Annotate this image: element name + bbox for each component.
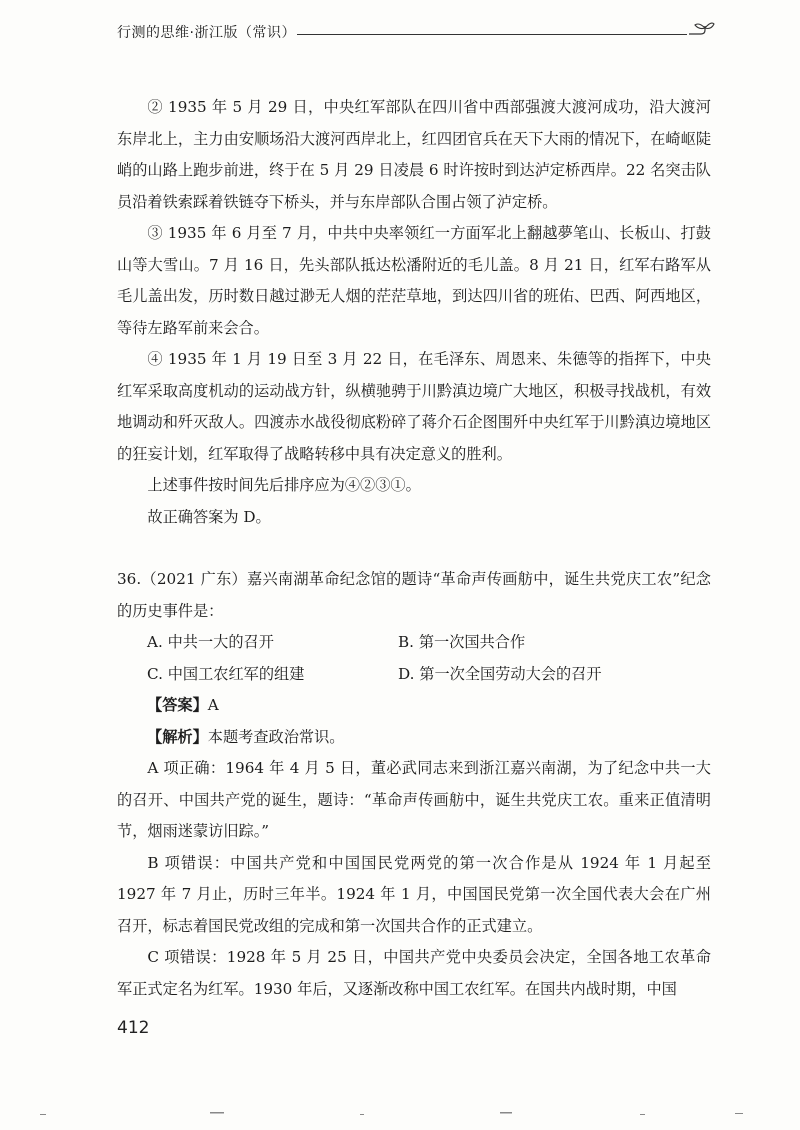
analysis-value: 本题考查政治常识。 — [207, 727, 345, 746]
page-body — [117, 92, 711, 1005]
option-a: A. 中共一大的召开 — [147, 633, 274, 651]
page-number: 412 — [117, 1018, 150, 1038]
option-b: B. 第一次国共合作 — [398, 633, 526, 651]
answer-line — [117, 690, 711, 722]
explanation-a: A 项正确：1964 年 4 月 5 日，董必武同志来到浙江嘉兴南湖，为了纪念中共一大的召开、中国共产党的诞生，题诗：“革命声传画舫中，诞生共党庆工农。重来正值清明节，烟雨迷蒙访旧踪。” — [117, 759, 711, 840]
spacer — [117, 533, 711, 564]
option-c: C. 中国工农红军的组建 — [147, 664, 305, 683]
option-list — [117, 627, 711, 690]
header-title: 行测的思维·浙江版（常识） — [117, 25, 296, 41]
paragraph-order: 上述事件按时间先后排序应为④②③①。 — [147, 476, 421, 494]
answer-label: 【答案】 — [147, 696, 208, 714]
paragraph-luding-bridge: ② 1935 年 5 月 29 日，中央红军部队在四川省中西部强渡大渡河成功，沿大渡河东岸北上，主力由安顺场沿大渡河西岸北上，红四团官兵在天下大雨的情况下，在崎岖陡峭的山路上跑步前进，终于在 5 月 29 日凌晨 6 时许按时到达泸定桥西岸。22 名突击队员沿着铁索踩着铁链夺下桥头，并与东岸部队合围占领了泸定桥。 — [117, 98, 711, 211]
explanation-b: B 项错误：中国共产党和中国国民党两党的第一次合作是从 1924 年 1 月起至 1927 年 7 月止，历时三年半。1924 年 1 月，中国国民党第一次全国代表大会在广州召开，标志着国民党改组的完成和第一次国共合作的正式建立。 — [117, 853, 711, 935]
running-header — [117, 20, 717, 46]
explanation-c: C 项错误：1928 年 5 月 25 日，中国共产党中央委员会决定，全国各地工农革命军正式定名为红军。1930 年后，又逐渐改称中国工农红军。在国共内战时期，中国 — [117, 948, 711, 998]
analysis-label: 【解析】 — [147, 727, 208, 746]
paragraph-snow-mountains: ③ 1935 年 6 月至 7 月，中共中央率领红一方面军北上翻越夢笔山、长板山、打鼓山等大雪山。7 月 16 日，先头部队抵达松潘附近的毛儿盖。8 月 21 日，红军右路军从毛儿盖出发，历时数日越过渺无人烟的茫茫草地，到达四川省的班佑、巴西、阿西地区，等待左路军前来会合。 — [117, 224, 711, 337]
option-d: D. 第一次全国劳动大会的召开 — [398, 664, 602, 683]
answer-value: A — [207, 696, 219, 714]
analysis-line — [117, 722, 711, 754]
header-rule — [297, 34, 687, 35]
paragraph-answer: 故正确答案为 D。 — [147, 507, 271, 526]
sprout-icon — [685, 20, 715, 44]
question-stem: 36.（2021 广东）嘉兴南湖革命纪念馆的题诗“革命声传画舫中，诞生共党庆工农”纪念的历史事件是： — [117, 570, 711, 620]
scan-noise — [0, 1100, 800, 1130]
paragraph-chishui: ④ 1935 年 1 月 19 日至 3 月 22 日，在毛泽东、周恩来、朱德等的指挥下，中央红军采取高度机动的运动战方针，纵横驰骋于川黔滇边境广大地区，积极寻找战机，有效地调动和歼灭敌人。四渡赤水战役彻底粉碎了蒋介石企图围歼中央红军于川黔滇边境地区的狂妄计划，红军取得了战略转移中具有决定意义的胜利。 — [117, 350, 711, 463]
